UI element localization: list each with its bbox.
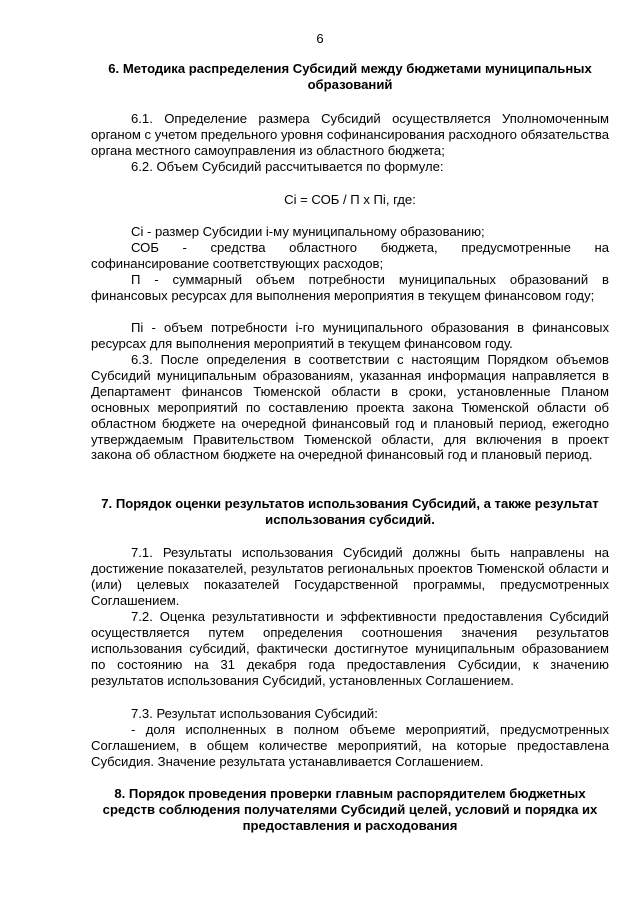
section-6-heading: 6. Методика распределения Субсидий между бюджетами муниципальных образований xyxy=(108,61,592,92)
page-number: 6 xyxy=(316,31,324,46)
paragraph-6-1: 6.1. Определение размера Субсидий осуществляется Уполномоченным органом с учетом предельного уровня софинансирования расходного обязательства органа местного самоуправления из областного бюджета; xyxy=(91,111,609,158)
paragraph-6-3: 6.3. После определения в соответствии с настоящим Порядком объемов Субсидий муниципальным образованиям, указанная информация направляется в Департамент финансов Тюменской области в сроки, установленные Планом основных мероприятий по составлению проекта закона Тюменской области об областном бюджете на очередной финансовый год и плановый период, ежегодно утверждаемым Правительством Тюменской области, для включения в проект закона об областном бюджете на очередной финансовый год и плановый период. xyxy=(91,352,609,463)
paragraph-6-2: 6.2. Объем Субсидий рассчитывается по формуле: xyxy=(131,159,444,174)
definition-p: П - суммарный объем потребности муниципальных образований в финансовых ресурсах для выполнения мероприятия в текущем финансовом году; xyxy=(91,272,609,303)
paragraph-7-3: 7.3. Результат использования Субсидий: xyxy=(131,706,378,721)
paragraph-7-3-item: - доля исполненных в полном объеме мероприятий, предусмотренных Соглашением, в общем количестве мероприятий, на которые предоставлена Субсидия. Значение результата устанавливается Соглашением. xyxy=(91,722,609,769)
paragraph-7-2: 7.2. Оценка результативности и эффективности предоставления Субсидий осуществляется путем определения соотношения значения результатов использования субсидий, фактически достигнутое муниципальным образованием по состоянию на 31 декабря года предоставления Субсидии, к значению результатов использования Субсидий, установленных Соглашением. xyxy=(91,609,609,688)
section-8-heading: 8. Порядок проведения проверки главным распорядителем бюджетных средств соблюдения получателями Субсидий целей, условий и порядка их предоставления и расходования xyxy=(102,786,598,833)
definition-ci: Сi - размер Субсидии i-му муниципальному образованию; xyxy=(131,224,485,239)
formula: Сi = СОБ / П x Пi, где: xyxy=(284,192,416,207)
definition-pi: Пi - объем потребности i-го муниципального образования в финансовых ресурсах для выполнения мероприятий в текущем финансовом году. xyxy=(91,320,609,351)
section-7-heading: 7. Порядок оценки результатов использования Субсидий, а также результат использования субсидий. xyxy=(101,496,599,527)
paragraph-7-1: 7.1. Результаты использования Субсидий должны быть направлены на достижение показателей, результатов региональных проектов Тюменской области и (или) целевых показателей Государственной программы, предусмотренных Соглашением. xyxy=(91,545,609,608)
definition-sob: СОБ - средства областного бюджета, предусмотренные на софинансирование соответствующих расходов; xyxy=(91,240,609,271)
